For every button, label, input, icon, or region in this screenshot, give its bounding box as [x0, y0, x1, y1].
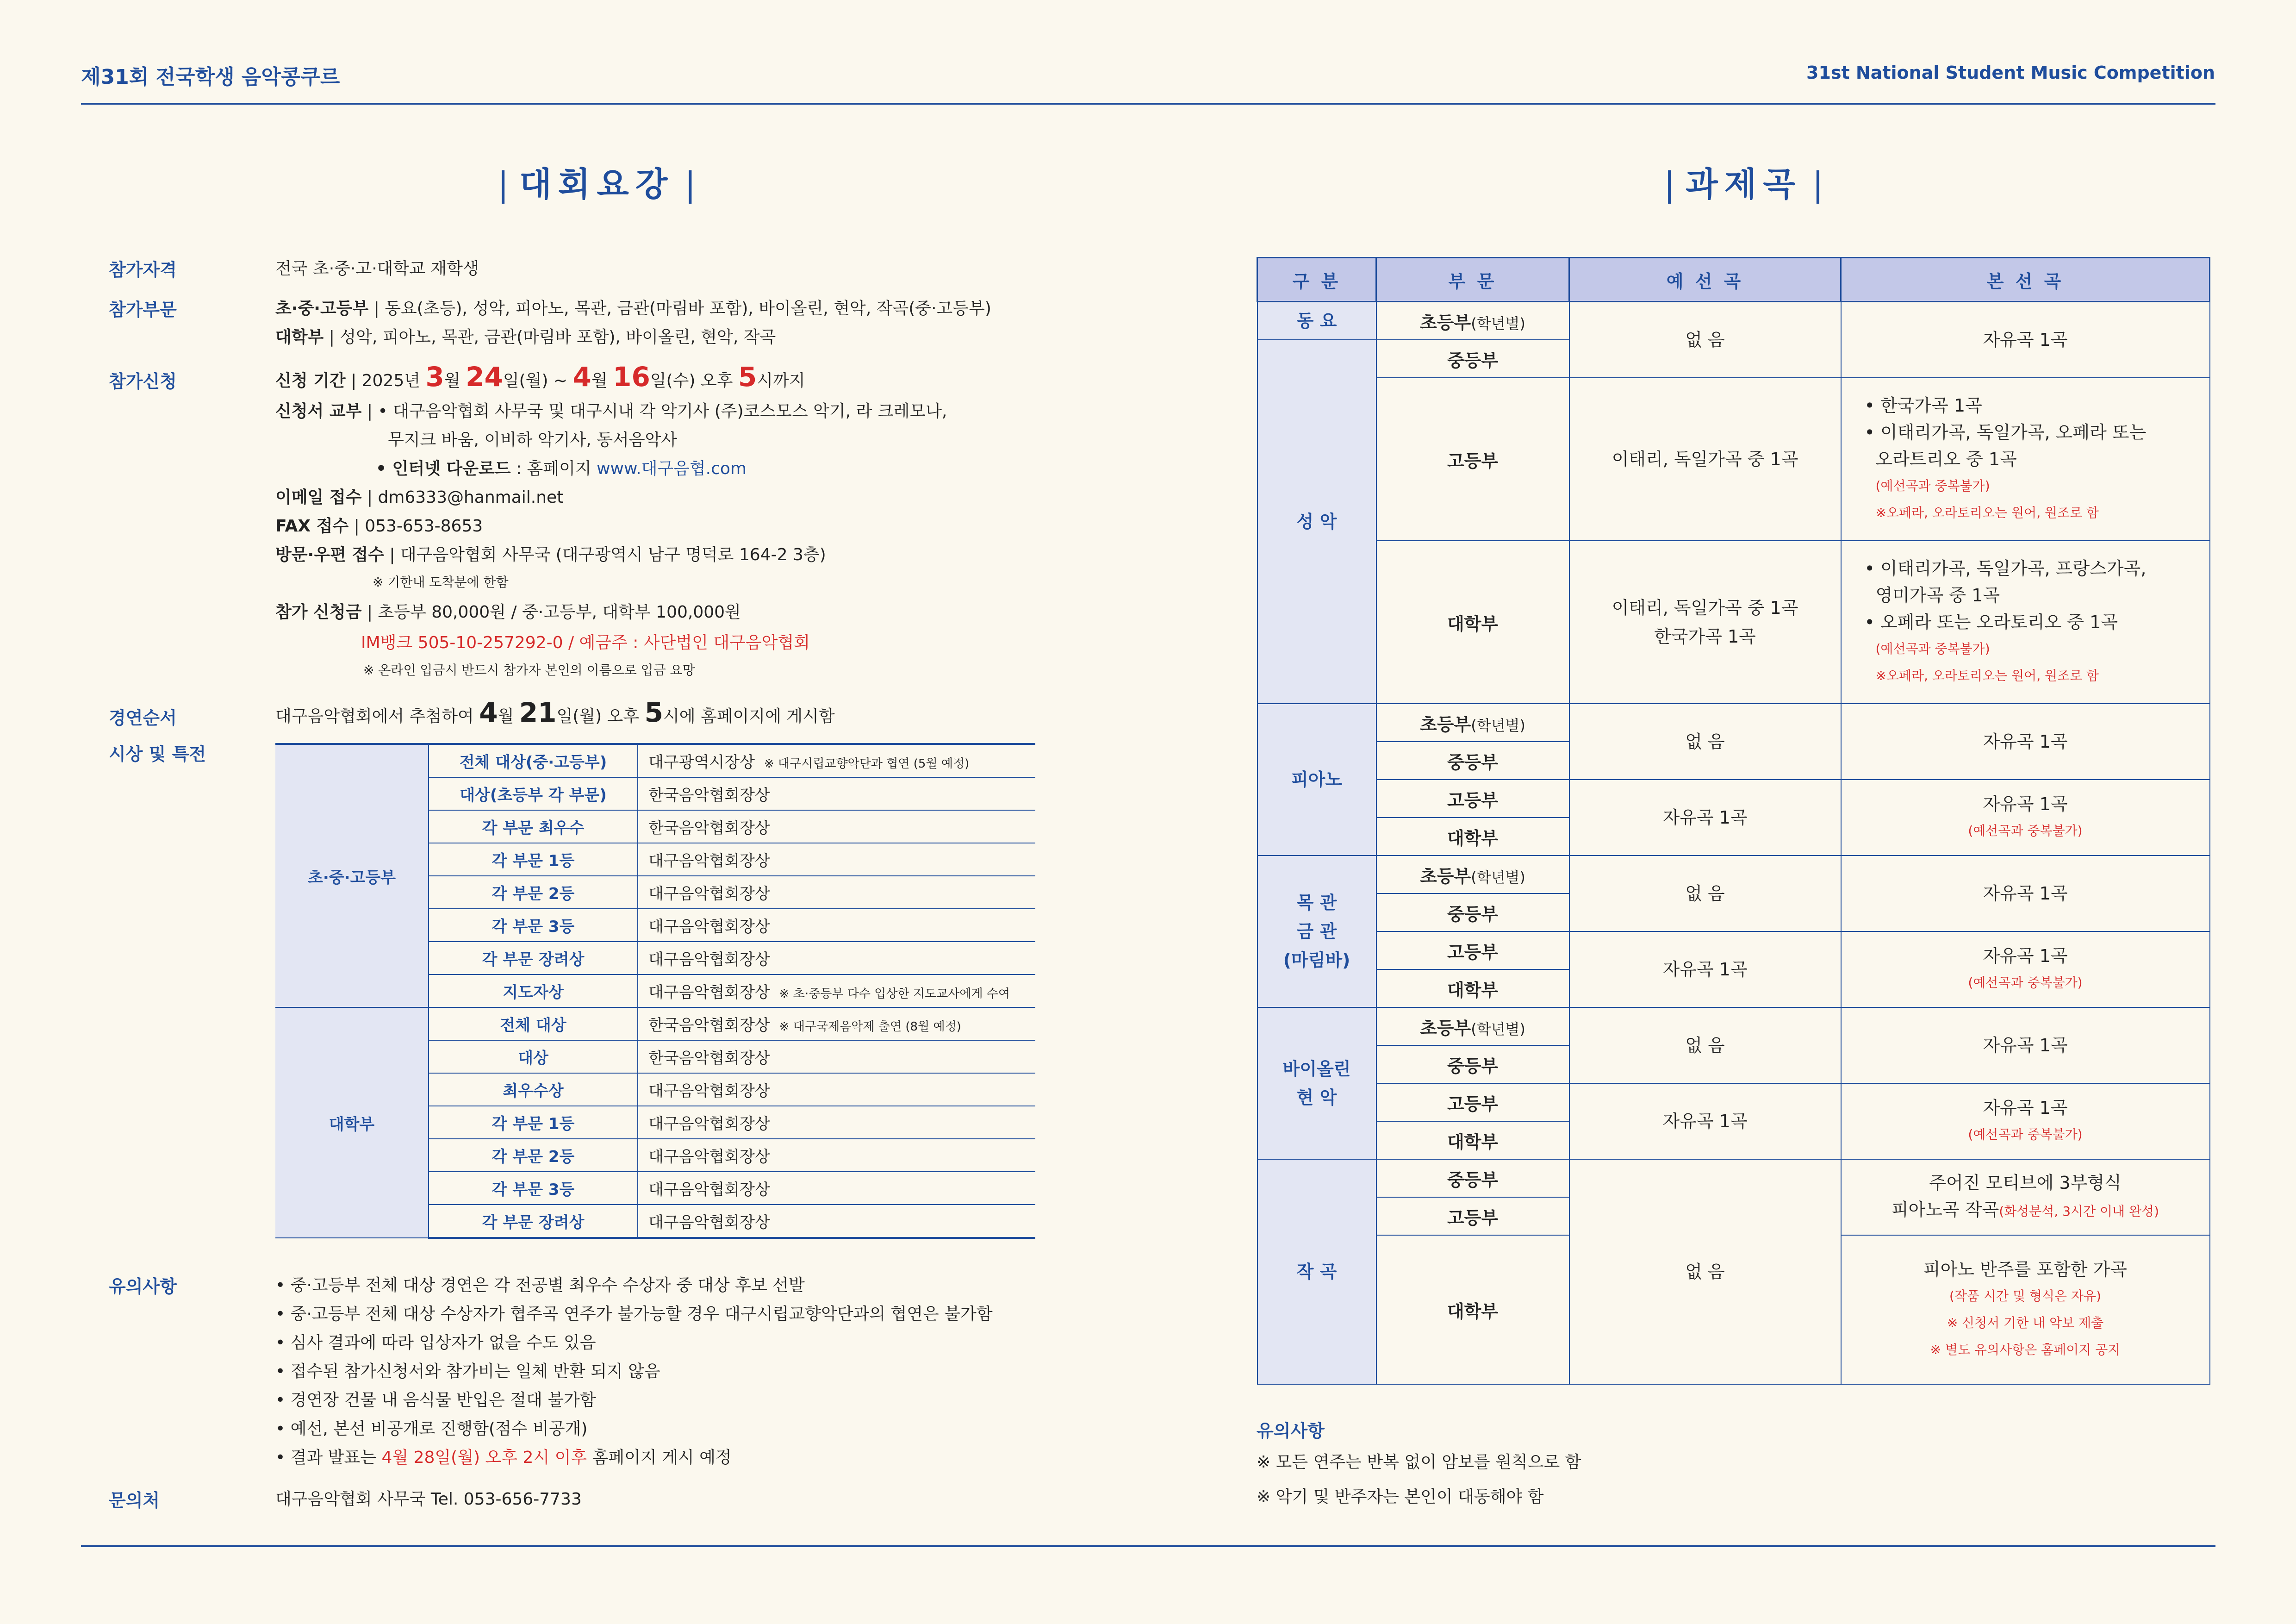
pre-free: 자유곡 1곡: [1569, 931, 1841, 1007]
form-line-3: • 인터넷 다운로드 : 홈페이지 www.대구음협.com: [376, 459, 747, 478]
div-univ: 대학부: [1376, 1121, 1569, 1159]
award-note: ※ 대구국제음악제 출연 (8월 예정): [779, 1020, 961, 1034]
award-value: 대구광역시장상 ※ 대구시립교향악단과 협연 (5월 예정): [638, 744, 1035, 777]
apply-period: 신청 기간 | 2025년 3월 24일(월) ~ 4월 16일(수) 오후 5시까지: [275, 361, 805, 393]
award-value: 한국음악협회장상: [638, 1040, 1035, 1073]
fee-line: 참가 신청금 | 초등부 80,000원 / 중·고등부, 대학부 100,000원: [275, 603, 741, 622]
award-value: 대구음악협회장상: [638, 1073, 1035, 1106]
contact-text: 대구음악협회 사무국 Tel. 053-656-7733: [275, 1490, 582, 1509]
award-value: 대구음악협회장상: [638, 876, 1035, 909]
div-univ: 대학부: [1376, 818, 1569, 856]
award-name: 각 부문 최우수: [429, 810, 638, 843]
pre-none: 없 음: [1569, 856, 1841, 931]
notes-item-result: • 결과 발표는 4월 28일(월) 오후 2시 이후 홈페이지 게시 예정: [275, 1448, 732, 1467]
notes-item: • 심사 결과에 따라 입상자가 없을 수도 있음: [275, 1333, 596, 1352]
top-rule: [81, 103, 2215, 105]
cat-piano: 피아노: [1257, 704, 1376, 856]
div-mid: 중등부: [1376, 742, 1569, 780]
award-value: 한국음악협회장상 ※ 대구국제음악제 출연 (8월 예정): [638, 1007, 1035, 1040]
notes-label: 유의사항: [109, 1276, 177, 1297]
award-name: 각 부문 2등: [429, 876, 638, 909]
div-mid: 중등부: [1376, 340, 1569, 378]
notes-item: • 접수된 참가신청서와 참가비는 일체 반환 되지 않음: [275, 1362, 660, 1381]
col-header-division: 부 문: [1376, 258, 1569, 302]
award-value: 대구음악협회장상 ※ 초·중등부 다수 입상한 지도교사에게 수여: [638, 974, 1035, 1007]
rep-note-item: ※ 모든 연주는 반복 없이 암보를 원칙으로 함: [1257, 1453, 1581, 1472]
award-name: 각 부문 3등: [429, 1172, 638, 1205]
award-group: 초·중·고등부: [275, 744, 429, 1007]
division-label: 참가부문: [109, 300, 177, 320]
notes-item: • 예선, 본선 비공개로 진행함(점수 비공개): [275, 1419, 588, 1438]
award-value: 대구음악협회장상: [638, 942, 1035, 974]
award-name: 각 부문 3등: [429, 909, 638, 942]
pre-none: 없 음: [1569, 704, 1841, 780]
header-right-title: 31st National Student Music Competition: [1806, 62, 2215, 83]
vocal-univ-main: • 이태리가곡, 독일가곡, 프랑스가곡, 영미가곡 중 1곡 • 오페라 또는 오라토리오 중 1곡 (예선곡과 중복불가) ※오페라, 오라토리오는 원어, 원조로 함: [1841, 541, 2210, 704]
comp-main-secondary: 주어진 모티브에 3부형식 피아노곡 작곡(화성분석, 3시간 이내 완성): [1841, 1159, 2210, 1235]
main-free: 자유곡 1곡: [1841, 704, 2210, 780]
order-text: 대구음악협회에서 추첨하여 4월 21일(월) 오후 5시에 홈페이지에 게시함: [275, 697, 835, 728]
award-value: 대구음악협회장상: [638, 1205, 1035, 1238]
award-name: 각 부문 1등: [429, 1106, 638, 1139]
vocal-high-pre: 이태리, 독일가곡 중 1곡: [1569, 378, 1841, 541]
award-value: 대구음악협회장상: [638, 1139, 1035, 1172]
div-elem: 초등부(학년별): [1376, 704, 1569, 742]
award-value: 한국음악협회장상: [638, 810, 1035, 843]
fax-line: FAX 접수 | 053-653-8653: [275, 517, 483, 536]
contact-label: 문의처: [109, 1490, 160, 1511]
bank-account: IM뱅크 505-10-257292-0 / 예금주 : 사단법인 대구음악협회: [361, 633, 810, 652]
div-elem: 초등부(학년별): [1376, 856, 1569, 893]
award-name: 각 부문 2등: [429, 1139, 638, 1172]
eligibility-text: 전국 초·중·고·대학교 재학생: [275, 259, 479, 278]
div-univ: 대학부: [1376, 969, 1569, 1007]
form-line-1: 신청서 교부 | • 대구음악협회 사무국 및 대구시내 각 악기사 (주)코스모스 악기, 라 크레모나,: [275, 402, 947, 421]
div-mid: 중등부: [1376, 1045, 1569, 1083]
div-high: 고등부: [1376, 378, 1569, 541]
eligibility-label: 참가자격: [109, 260, 177, 280]
award-name: 각 부문 장려상: [429, 1205, 638, 1238]
email-line: 이메일 접수 | dm6333@hanmail.net: [275, 488, 564, 507]
bank-note: ※ 온라인 입금시 반드시 참가자 본인의 이름으로 입금 요망: [363, 662, 695, 678]
comp-main-univ: 피아노 반주를 포함한 가곡 (작품 시간 및 형식은 자유) ※ 신청서 기한 내 악보 제출 ※ 별도 유의사항은 홈페이지 공지: [1841, 1235, 2210, 1384]
award-row: [275, 744, 1035, 777]
cat-children: 동 요: [1257, 302, 1376, 340]
div-mid: 중등부: [1376, 1159, 1569, 1197]
div-univ: 대학부: [1376, 541, 1569, 704]
award-row: [275, 1007, 1035, 1040]
main-free-nodup: 자유곡 1곡 (예선곡과 중복불가): [1841, 780, 2210, 856]
award-name: 대상: [429, 1040, 638, 1073]
homepage-link[interactable]: www.대구음협.com: [597, 459, 747, 478]
order-label: 경연순서: [109, 708, 177, 728]
award-name: 각 부문 1등: [429, 843, 638, 876]
rep-note-item: ※ 악기 및 반주자는 본인이 대동해야 함: [1257, 1487, 1544, 1506]
award-name: 최우수상: [429, 1073, 638, 1106]
award-name: 전체 대상(중·고등부): [429, 744, 638, 777]
award-note: ※ 초·중등부 다수 입상한 지도교사에게 수여: [779, 987, 1010, 1001]
div-univ: 대학부: [1376, 1235, 1569, 1384]
main-free-nodup: 자유곡 1곡 (예선곡과 중복불가): [1841, 931, 2210, 1007]
award-name: 각 부문 장려상: [429, 942, 638, 974]
award-name: 대상(초등부 각 부문): [429, 777, 638, 810]
pre-free: 자유곡 1곡: [1569, 780, 1841, 856]
header-left-title: 제31회 전국학생 음악콩쿠르: [81, 65, 340, 89]
notes-item: • 중·고등부 전체 대상 수상자가 협주곡 연주가 불가능할 경우 대구시립교향악단과의 협연은 불가함: [275, 1305, 993, 1324]
award-group: 대학부: [275, 1007, 429, 1238]
col-header-category: 구 분: [1257, 258, 1376, 302]
award-name: 지도자상: [429, 974, 638, 1007]
guidelines-title: | 대회요강 |: [498, 165, 696, 204]
awards-label: 시상 및 특전: [109, 744, 206, 764]
repertoire-title: | 과제곡 |: [1664, 165, 1823, 204]
div-high: 고등부: [1376, 931, 1569, 969]
award-name: 전체 대상: [429, 1007, 638, 1040]
pre-none: 없 음: [1569, 1007, 1841, 1083]
repertoire-table: [1257, 257, 2210, 1385]
awards-table: [275, 743, 1035, 1239]
cat-wind: 목 관 금 관 (마림바): [1257, 856, 1376, 1007]
main-free: 자유곡 1곡: [1841, 302, 2210, 378]
award-note: ※ 대구시립교향악단과 협연 (5월 예정): [764, 757, 970, 771]
main-free: 자유곡 1곡: [1841, 1007, 2210, 1083]
vocal-univ-pre: 이태리, 독일가곡 중 1곡 한국가곡 1곡: [1569, 541, 1841, 704]
award-value: 한국음악협회장상: [638, 777, 1035, 810]
award-value: 대구음악협회장상: [638, 909, 1035, 942]
award-value: 대구음악협회장상: [638, 843, 1035, 876]
division-line-1: 초·중·고등부 | 동요(초등), 성악, 피아노, 목관, 금관(마림바 포함), 바이올린, 현악, 작곡(중·고등부): [275, 299, 991, 318]
apply-label: 참가신청: [109, 371, 177, 392]
col-header-final: 본 선 곡: [1841, 258, 2210, 302]
div-mid: 중등부: [1376, 893, 1569, 931]
division-line-2: 대학부 | 성악, 피아노, 목관, 금관(마림바 포함), 바이올린, 현악, 작곡: [275, 328, 776, 347]
award-value: 대구음악협회장상: [638, 1172, 1035, 1205]
notes-item: • 경연장 건물 내 음식물 반입은 절대 불가함: [275, 1391, 596, 1410]
vocal-high-main: • 한국가곡 1곡 • 이태리가곡, 독일가곡, 오페라 또는 오라트리오 중 1곡 (예선곡과 중복불가) ※오페라, 오라토리오는 원어, 원조로 함: [1841, 378, 2210, 541]
rep-notes-title: 유의사항: [1257, 1421, 1325, 1441]
pre-none: 없 음: [1569, 302, 1841, 378]
div-elem: 초등부(학년별): [1376, 1007, 1569, 1045]
div-elem: 초등부(학년별): [1376, 302, 1569, 340]
main-free: 자유곡 1곡: [1841, 856, 2210, 931]
visit-line: 방문·우편 접수 | 대구음악협회 사무국 (대구광역시 남구 명덕로 164-2 3층): [275, 545, 826, 564]
cat-vocal: 성 악: [1257, 340, 1376, 704]
award-value: 대구음악협회장상: [638, 1106, 1035, 1139]
cat-composition: 작 곡: [1257, 1159, 1376, 1384]
cat-violin: 바이올린 현 악: [1257, 1007, 1376, 1159]
div-high: 고등부: [1376, 780, 1569, 818]
pre-none: 없 음: [1569, 1159, 1841, 1384]
div-high: 고등부: [1376, 1083, 1569, 1121]
visit-note: ※ 기한내 도착분에 한함: [373, 575, 509, 590]
notes-item: • 중·고등부 전체 대상 경연은 각 전공별 최우수 수상자 중 대상 후보 선발: [275, 1276, 805, 1295]
form-line-2: 무지크 바움, 이비하 악기사, 동서음악사: [388, 431, 678, 450]
col-header-preliminary: 예 선 곡: [1569, 258, 1841, 302]
div-high: 고등부: [1376, 1197, 1569, 1235]
main-free-nodup: 자유곡 1곡 (예선곡과 중복불가): [1841, 1083, 2210, 1159]
bottom-rule: [81, 1545, 2215, 1547]
pre-free: 자유곡 1곡: [1569, 1083, 1841, 1159]
